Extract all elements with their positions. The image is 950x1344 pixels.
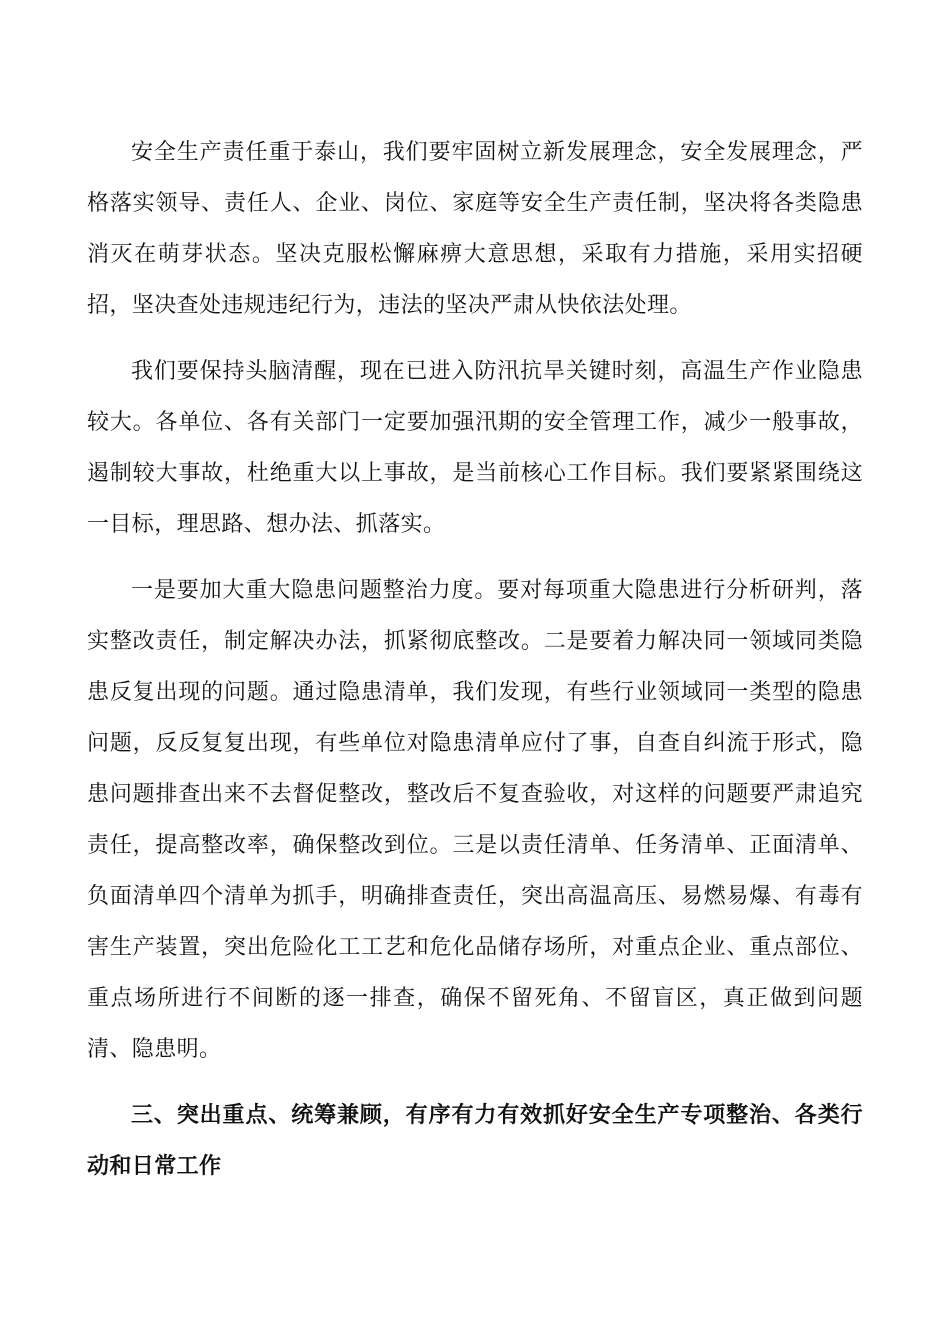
paragraph-1: 安全生产责任重于泰山，我们要牢固树立新发展理念，安全发展理念，严格落实领导、责任人、企业、岗位、家庭等安全生产责任制，坚决将各类隐患消灭在萌芽状态。坚决克服松懈麻痹大意思想，采取有力措施，采用实招硬招，坚决查处违规违纪行为，违法的坚决严肃从快依法处理。 bbox=[87, 140, 863, 318]
document-body bbox=[87, 127, 863, 1192]
section-heading: 三、突出重点、统筹兼顾，有序有力有效抓好安全生产专项整治、各类行动和日常工作 bbox=[87, 1102, 863, 1179]
paragraph-3: 一是要加大重大隐患问题整治力度。要对每项重大隐患进行分析研判，落实整改责任，制定解决办法，抓紧彻底整改。二是要着力解决同一领域同类隐患反复出现的问题。通过隐患清单，我们发现，有些行业领域同一类型的隐患问题，反反复复出现，有些单位对隐患清单应付了事，自查自纠流于形式，隐患问题排查出来不去督促整改，整改后不复查验收，对这样的问题要严肃追究责任，提高整改率，确保整改到位。三是以责任清单、任务清单、正面清单、负面清单四个清单为抓手，明确排查责任，突出高温高压、易燃易爆、有毒有害生产装置，突出危险化工工艺和危化品储存场所，对重点企业、重点部位、重点场所进行不间断的逐一排查，确保不留死角、不留盲区，真正做到问题清、隐患明。 bbox=[87, 578, 863, 1062]
paragraph-2: 我们要保持头脑清醒，现在已进入防汛抗旱关键时刻，高温生产作业隐患较大。各单位、各有关部门一定要加强汛期的安全管理工作，减少一般事故，遏制较大事故，杜绝重大以上事故，是当前核心工作目标。我们要紧紧围绕这一目标，理思路、想办法、抓落实。 bbox=[87, 359, 863, 537]
